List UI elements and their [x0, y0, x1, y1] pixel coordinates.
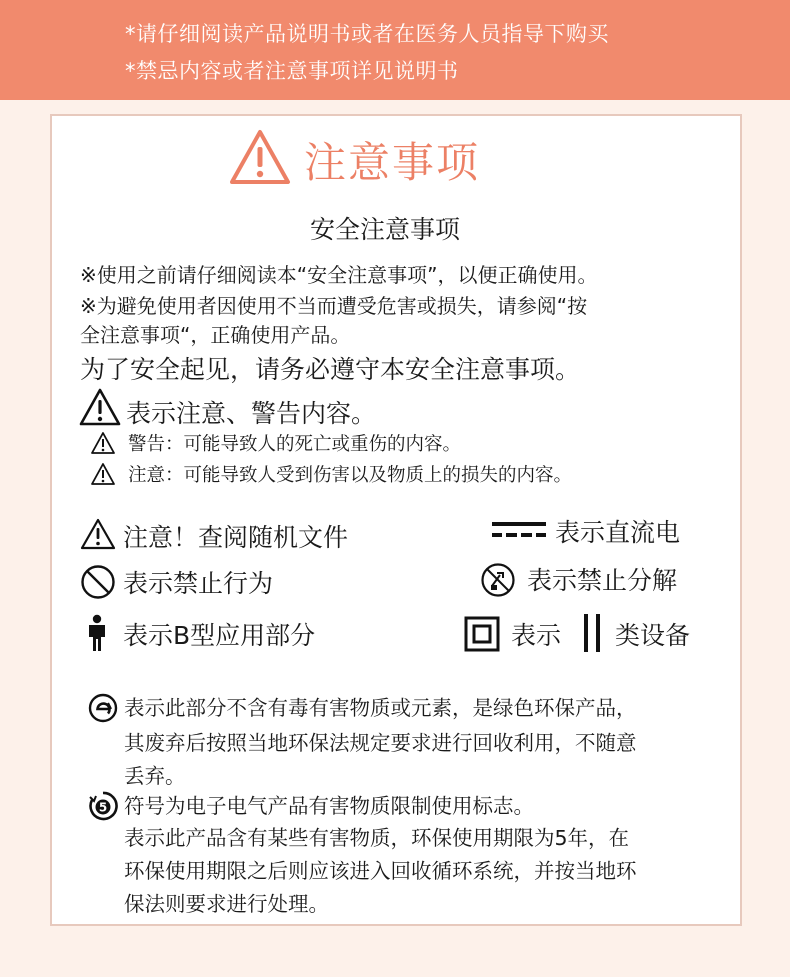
warning-triangle-icon — [78, 387, 122, 427]
class2-bar-left — [584, 614, 588, 652]
eco-line-3: 丢弃。 — [124, 764, 186, 788]
eco-e-icon — [88, 693, 118, 723]
warning-triangle-icon — [90, 462, 116, 486]
efup-line-4: 保法则要求进行处理。 — [124, 892, 329, 916]
eco-line-2: 其废弃后按照当地环保法规定要求进行回收利用，不随意 — [124, 731, 637, 755]
symbol-prohibited: 表示禁止行为 — [123, 569, 274, 598]
warning-triangle-icon — [228, 128, 292, 186]
page-title: 注意事项 — [304, 138, 481, 187]
efup-line-3: 环保使用期限之后则应该进入回收循环系统，并按当地环 — [124, 859, 637, 883]
eco-line-1: 表示此部分不含有毒有害物质或元素，是绿色环保产品， — [124, 696, 637, 720]
symbol-dc: 表示直流电 — [555, 518, 681, 547]
symbol-consult-docs: 注意！查阅随机文件 — [123, 523, 349, 552]
top-banner — [0, 0, 790, 100]
intro-line-3: 全注意事项“，正确使用产品。 — [80, 323, 351, 347]
symbol-no-disassembly: 表示禁止分解 — [527, 566, 678, 595]
warning-triangle-icon — [90, 431, 116, 455]
dc-symbol-icon — [490, 518, 548, 542]
efup-icon-number: 5 — [98, 800, 108, 815]
banner-line-1: *请仔细阅读产品说明书或者在医务人员指导下购买 — [125, 22, 609, 46]
prohibited-circle-icon — [80, 564, 116, 600]
notice-card — [50, 114, 742, 926]
legend-warning: 警告：可能导致人的死亡或重伤的内容。 — [128, 434, 462, 455]
efup-5-icon — [88, 791, 118, 821]
banner-line-2: *禁忌内容或者注意事项详见说明书 — [125, 59, 459, 83]
legend-caution: 注意：可能导致人受到伤害以及物质上的损失的内容。 — [128, 465, 573, 486]
person-icon — [84, 614, 110, 652]
symbol-class2-suffix: 类设备 — [615, 621, 691, 650]
double-square-icon — [464, 616, 500, 652]
subtitle: 安全注意事项 — [310, 215, 461, 244]
warning-meaning: 表示注意、警告内容。 — [126, 399, 377, 428]
warning-triangle-icon — [80, 518, 116, 550]
intro-line-1: ※使用之前请仔细阅读本“安全注意事项”，以便正确使用。 — [80, 263, 598, 287]
intro-line-2: ※为避免使用者因使用不当而遭受危害或损失，请参阅“按 — [80, 294, 588, 318]
safety-emphasis: 为了安全起见，请务必遵守本安全注意事项。 — [80, 355, 581, 384]
class2-bar-right — [596, 614, 600, 652]
no-disassembly-icon — [480, 562, 516, 598]
efup-line-2: 表示此产品含有某些有害物质，环保使用期限为5年，在 — [124, 826, 630, 850]
symbol-class2-prefix: 表示 — [511, 621, 562, 650]
symbol-type-b: 表示B型应用部分 — [123, 621, 316, 650]
efup-line-1: 符号为电子电气产品有害物质限制使用标志。 — [124, 794, 534, 818]
